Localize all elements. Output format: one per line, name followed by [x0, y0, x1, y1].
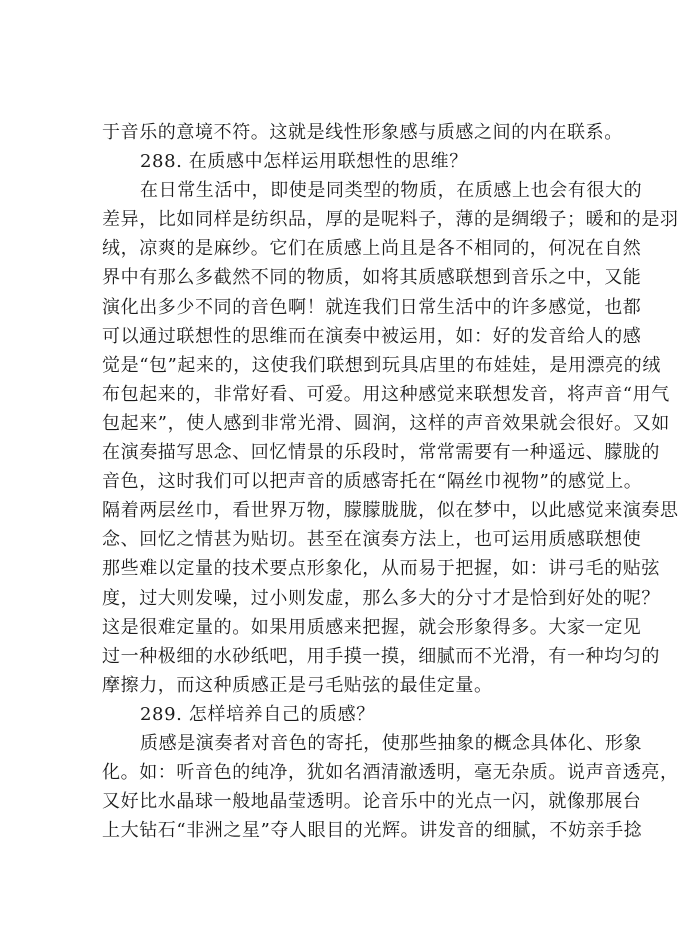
paragraph-start: 在日常生活中，即使是同类型的物质，在质感上也会有很大的	[140, 180, 643, 202]
body-text	[102, 118, 679, 845]
text-line: 觉是“包”起来的，这使我们联想到玩具店里的布娃娃，是用漂亮的绒	[102, 354, 662, 376]
question-heading-289: 289. 怎样培养自己的质感？	[140, 703, 375, 725]
text-line: 音色，这时我们可以把声音的质感寄托在“隔丝巾视物”的感觉上。	[102, 471, 643, 493]
text-line: 差异，比如同样是纺织品，厚的是呢料子，薄的是绸缎子；暖和的是羽	[102, 209, 679, 231]
text-line: 绒，凉爽的是麻纱。它们在质感上尚且是各不相同的，何况在自然	[102, 238, 642, 260]
question-heading-288: 288. 在质感中怎样运用联想性的思维？	[140, 151, 468, 173]
text-line: 隔着两层丝巾，看世界万物，朦朦胧胧，似在梦中，以此感觉来演奏思	[102, 500, 679, 522]
text-line: 可以通过联想性的思维而在演奏中被运用，如：好的发音给人的感	[102, 325, 642, 347]
text-line: 布包起来的，非常好看、可爱。用这种感觉来联想发音，将声音“用气	[102, 383, 670, 405]
text-line: 演化出多少不同的音色啊！就连我们日常生活中的许多感觉，也都	[102, 296, 642, 318]
text-line: 在演奏描写思念、回忆情景的乐段时，常常需要有一种遥远、朦胧的	[102, 442, 660, 464]
text-line: 这是很难定量的。如果用质感来把握，就会形象得多。大家一定见	[102, 616, 642, 638]
text-line: 念、回忆之情甚为贴切。甚至在演奏方法上，也可运用质感联想使	[102, 529, 642, 551]
text-line: 那些难以定量的技术要点形象化，从而易于把握，如：讲弓毛的贴弦	[102, 558, 660, 580]
paragraph-start: 质感是演奏者对音色的寄托，使那些抽象的概念具体化、形象	[140, 732, 643, 754]
text-line: 化。如：听音色的纯净，犹如名酒清澈透明，毫无杂质。说声音透亮，	[102, 762, 679, 784]
text-line: 又好比水晶球一般地晶莹透明。论音乐中的光点一闪，就像那展台	[102, 791, 642, 813]
text-line: 界中有那么多截然不同的物质，如将其质感联想到音乐之中，又能	[102, 267, 642, 289]
text-line: 过一种极细的水砂纸吧，用手摸一摸，细腻而不光滑，有一种均匀的	[102, 645, 660, 667]
text-line: 于音乐的意境不符。这就是线性形象感与质感之间的内在联系。	[102, 122, 623, 143]
text-line: 度，过大则发噪，过小则发虚，那么多大的分寸才是恰到好处的呢？	[102, 587, 660, 609]
text-line: 摩擦力，而这种质感正是弓毛贴弦的最佳定量。	[102, 674, 493, 696]
text-line: 包起来”，使人感到非常光滑、圆润，这样的声音效果就会很好。又如	[102, 412, 670, 434]
text-line: 上大钻石“非洲之星”夺人眼目的光辉。讲发音的细腻，不妨亲手捻	[102, 820, 643, 842]
